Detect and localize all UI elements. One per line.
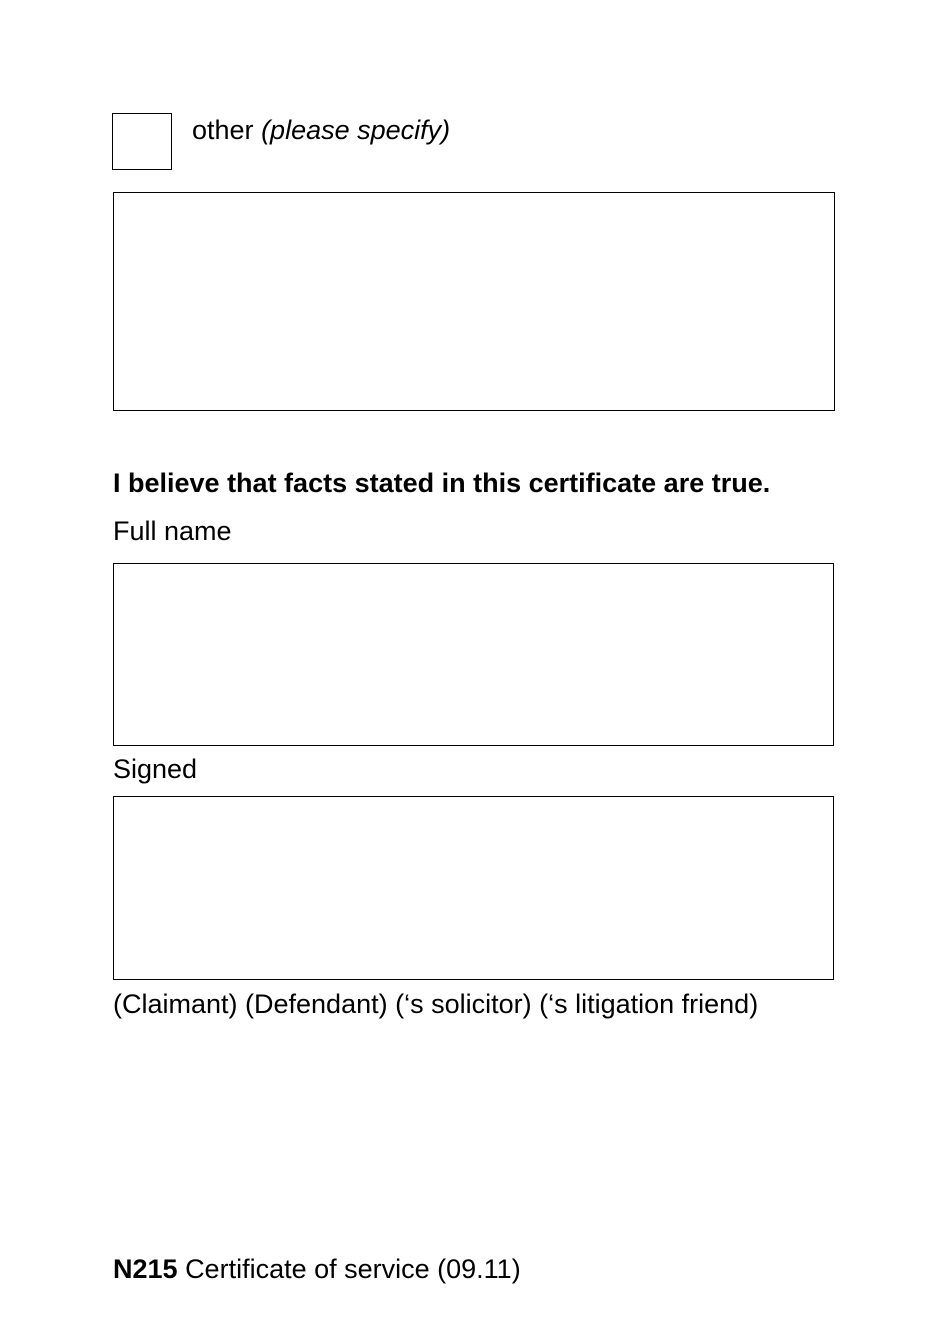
signatory-roles: (Claimant) (Defendant) (‘s solicitor) (‘s litigation friend)	[113, 989, 759, 1019]
other-specify-field[interactable]	[113, 192, 835, 411]
form-code: N215	[113, 1254, 178, 1284]
other-option-label	[192, 114, 450, 146]
other-checkbox[interactable]	[112, 113, 172, 170]
signature-field[interactable]	[113, 796, 834, 980]
signed-label: Signed	[113, 754, 198, 784]
form-footer	[113, 1253, 521, 1285]
other-label-text: other	[192, 115, 254, 145]
statement-of-truth: I believe that facts stated in this certificate are true.	[113, 468, 771, 498]
full-name-field[interactable]	[113, 563, 834, 746]
form-title: Certificate of service (09.11)	[185, 1254, 521, 1284]
full-name-label: Full name	[113, 516, 232, 546]
other-hint-text: (please specify)	[261, 115, 451, 145]
